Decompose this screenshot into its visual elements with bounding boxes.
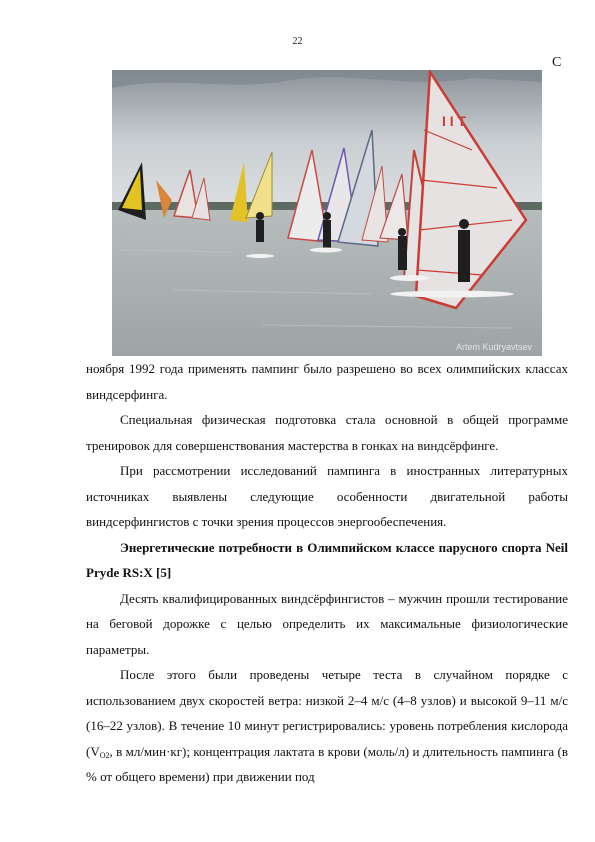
paragraph-text: , в мл/мин·кг); концентрация лактата в крови (моль/л) и длительность пампинга (в % от общего времени) при движении под — [86, 743, 568, 784]
body-text — [86, 356, 568, 790]
paragraph: При рассмотрении исследований пампинга в иностранных литературных источниках выявлены следующие особенности двигательной работы виндсерфингистов с точки зрения процессов энергообеспечения. — [86, 463, 568, 529]
section-heading: Энергетические потребности в Олимпийском классе парусного спорта Neil Pryde RS:X [5] — [86, 539, 568, 580]
paragraph: Специальная физическая подготовка стала основной в общей программе тренировок для совершенствования мастерства в гонках на виндсёрфинге. — [86, 412, 568, 453]
corner-letter: С — [552, 55, 562, 70]
paragraph-text: После этого были проведены четыре теста в случайном порядке с использованием двух скоростей ветра: низкой 2–4 м/с (4–8 узлов) и высокой 9–11 м/с (16–22 узлов). В течение 10 минут регистрировались: уровень потребления кислорода (V — [86, 667, 568, 759]
photo-watermark: Artem Kudryavtsev — [455, 342, 532, 352]
paragraph — [86, 662, 568, 790]
paragraph: ноября 1992 года применять пампинг было разрешено во всех олимпийских классах виндсерфинга. — [86, 361, 568, 402]
paragraph: Десять квалифицированных виндсёрфингистов – мужчин прошли тестирование на беговой дорожке с целью определить их максимальные физиологические параметры. — [86, 590, 568, 657]
subscript: O2 — [99, 750, 110, 760]
svg-text:I I T: I I T — [442, 113, 467, 129]
windsurfing-photo — [112, 70, 542, 356]
page-number: 22 — [292, 36, 303, 47]
